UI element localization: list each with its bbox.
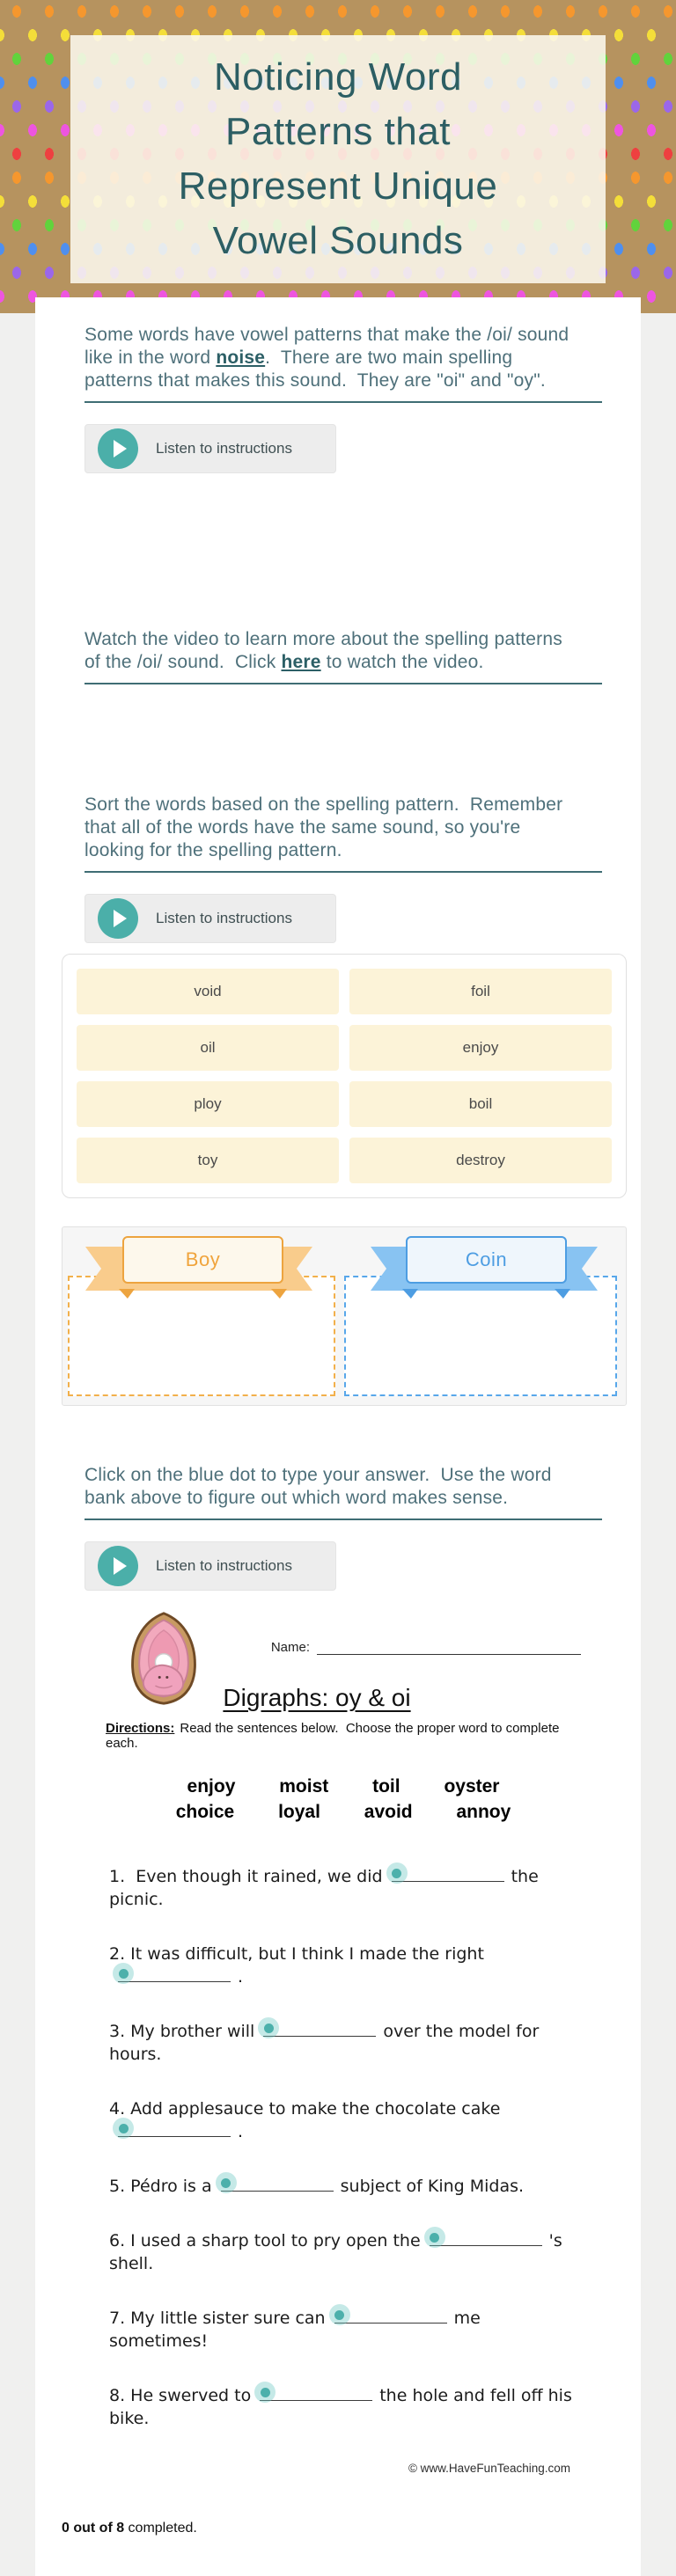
boy-category-label: Boy — [122, 1236, 283, 1284]
name-field — [271, 1640, 581, 1655]
word-chip[interactable]: oil — [77, 1025, 339, 1071]
listen-to-instructions-button[interactable] — [84, 1541, 336, 1591]
answer-dot-icon[interactable] — [424, 2227, 445, 2248]
video-embed-area — [35, 684, 641, 794]
name-label: Name: — [270, 1640, 310, 1655]
intro-paragraph — [84, 297, 577, 392]
dot-core — [334, 2310, 344, 2320]
answer-blank[interactable] — [430, 2232, 542, 2246]
word-bank-row — [106, 1799, 581, 1825]
bank-word: choice — [175, 1802, 235, 1822]
answer-dot-icon[interactable] — [258, 2017, 279, 2038]
word-chip[interactable]: boil — [349, 1081, 612, 1127]
answer-dot-icon[interactable] — [329, 2304, 350, 2325]
bank-word: loyal — [278, 1802, 320, 1822]
worksheet-header — [106, 1617, 581, 1712]
answer-blank[interactable] — [260, 2387, 372, 2401]
sentence-item — [109, 2307, 581, 2353]
video-here-link[interactable]: here — [281, 652, 321, 672]
answer-dot-icon[interactable] — [216, 2172, 237, 2193]
copyright-notice: © www.HaveFunTeaching.com — [408, 2462, 570, 2475]
divider — [84, 871, 602, 873]
completion-count: 0 out of 8 — [62, 2521, 125, 2536]
sentence-item — [109, 1865, 581, 1911]
sentence-post: me sometimes! — [109, 2309, 481, 2351]
word-chip[interactable]: foil — [349, 969, 612, 1014]
sentence-pre: 2. It was difficult, but I think I made the right — [109, 1944, 484, 1964]
coin-category-label: Coin — [406, 1236, 567, 1284]
answer-dot-icon[interactable] — [113, 2118, 134, 2139]
sentence-post: 's shell. — [109, 2231, 562, 2273]
sorting-area — [62, 1226, 627, 1406]
sort-instructions-paragraph: Sort the words based on the spelling pattern. Remember that all of the words have the same sound, so you're looking for the spelling pattern. — [84, 794, 563, 860]
answer-blank[interactable] — [263, 2023, 376, 2037]
bank-word: toil — [372, 1776, 400, 1797]
video-text-after: to watch the video. — [320, 652, 484, 672]
noise-link[interactable]: noise — [216, 348, 266, 368]
worksheet-card — [35, 297, 641, 2576]
sentence-pre: 1. Even though it rained, we did — [109, 1867, 383, 1886]
spacer — [35, 1406, 641, 1464]
play-triangle-icon — [114, 1557, 127, 1575]
bank-word: oyster — [444, 1776, 500, 1797]
dot-core — [392, 1869, 401, 1878]
directions-label: Directions: — [106, 1721, 175, 1736]
completion-text: completed. — [124, 2521, 197, 2536]
word-chip[interactable]: enjoy — [349, 1025, 612, 1071]
listen-button-label: Listen to instructions — [156, 910, 292, 926]
divider — [84, 401, 602, 403]
sentence-list — [106, 1865, 581, 2430]
sentence-post: . — [238, 1967, 244, 1987]
play-icon[interactable] — [98, 428, 138, 469]
sentence-pre: 6. I used a sharp tool to pry open the — [109, 2231, 421, 2250]
directions-line — [106, 1721, 581, 1751]
word-bank-row — [106, 1774, 581, 1799]
answer-dot-icon[interactable] — [113, 1963, 134, 1984]
listen-button-label: Listen to instructions — [156, 1557, 292, 1574]
sentence-post: the hole and fell off his bike. — [109, 2386, 572, 2428]
sentence-post: . — [238, 2122, 244, 2141]
polka-dot-banner — [0, 0, 676, 313]
page-title-line: Vowel Sounds — [212, 219, 464, 262]
dot-core — [119, 1969, 129, 1979]
sentence-pre: 3. My brother will — [109, 2022, 255, 2041]
dot-core — [261, 2388, 270, 2397]
page-title-line: Patterns that — [225, 110, 451, 153]
play-triangle-icon — [114, 910, 127, 927]
audio-player-area — [35, 473, 641, 628]
page-title-line: Noticing Word — [213, 55, 462, 99]
play-icon[interactable] — [98, 1546, 138, 1586]
answer-blank[interactable] — [392, 1868, 504, 1882]
sentence-item — [109, 1943, 581, 1988]
listen-to-instructions-button[interactable] — [84, 894, 336, 943]
word-chip[interactable]: destroy — [349, 1138, 612, 1183]
digraphs-worksheet — [106, 1617, 581, 2475]
bank-word: annoy — [456, 1802, 511, 1822]
page-title — [70, 35, 606, 283]
worksheet-word-bank — [106, 1774, 581, 1825]
fill-instructions-paragraph: Click on the blue dot to type your answer. Use the word bank above to figure out which word makes sense. — [84, 1465, 552, 1508]
divider — [84, 1519, 602, 1520]
word-chip[interactable]: ploy — [77, 1081, 339, 1127]
dot-core — [430, 2233, 439, 2243]
sentence-item — [109, 2175, 581, 2198]
name-blank-line — [317, 1643, 581, 1655]
sort-word-bank — [62, 954, 627, 1198]
bank-word: avoid — [364, 1802, 413, 1822]
sentence-pre: 7. My little sister sure can — [109, 2309, 326, 2328]
answer-blank[interactable] — [334, 2309, 447, 2324]
sentence-item — [109, 2020, 581, 2066]
worksheet-title: Digraphs: oy & oi — [223, 1684, 411, 1711]
sentence-post: over the model for hours. — [109, 2022, 540, 2064]
sentence-item — [109, 2097, 581, 2143]
listen-button-label: Listen to instructions — [156, 440, 292, 457]
sentence-item — [109, 2384, 581, 2430]
word-chip[interactable]: toy — [77, 1138, 339, 1183]
answer-blank[interactable] — [118, 1968, 231, 1982]
directions-text: Read the sentences below. Choose the proper word to complete each. — [106, 1721, 560, 1751]
boy-drop-zone[interactable] — [68, 1276, 335, 1396]
intro-text-before: Some words have vowel patterns that make the /oi/ sound like in the word — [84, 325, 569, 368]
answer-dot-icon[interactable] — [254, 2382, 276, 2403]
completion-status — [62, 2521, 641, 2536]
video-paragraph — [84, 628, 577, 674]
sentence-pre: 4. Add applesauce to make the chocolate cake — [109, 2099, 501, 2119]
sentence-pre: 5. Pédro is a — [109, 2177, 212, 2196]
intro-text-after: . There are two main spelling patterns that makes this sound. They are "oi" and "oy". — [84, 348, 546, 391]
sentence-pre: 8. He swerved to — [109, 2386, 252, 2405]
sentence-post: the picnic. — [109, 1867, 539, 1909]
dot-core — [264, 2023, 274, 2033]
answer-blank[interactable] — [221, 2177, 334, 2192]
word-chip[interactable]: void — [77, 969, 339, 1014]
dot-core — [221, 2178, 231, 2188]
coin-drop-zone[interactable] — [344, 1276, 617, 1396]
listen-to-instructions-button[interactable] — [84, 424, 336, 473]
bank-word: moist — [279, 1776, 329, 1797]
play-icon[interactable] — [98, 898, 138, 939]
video-text-before: Watch the video to learn more about the spelling patterns of the /oi/ sound. Click — [84, 629, 562, 672]
answer-blank[interactable] — [118, 2123, 231, 2137]
bank-word: enjoy — [187, 1776, 236, 1797]
page-title-line: Represent Unique — [178, 165, 498, 208]
dot-core — [119, 2124, 129, 2133]
sentence-post: subject of King Midas. — [340, 2177, 525, 2196]
sentence-item — [109, 2229, 581, 2275]
answer-dot-icon[interactable] — [386, 1862, 408, 1884]
play-triangle-icon — [114, 440, 127, 457]
